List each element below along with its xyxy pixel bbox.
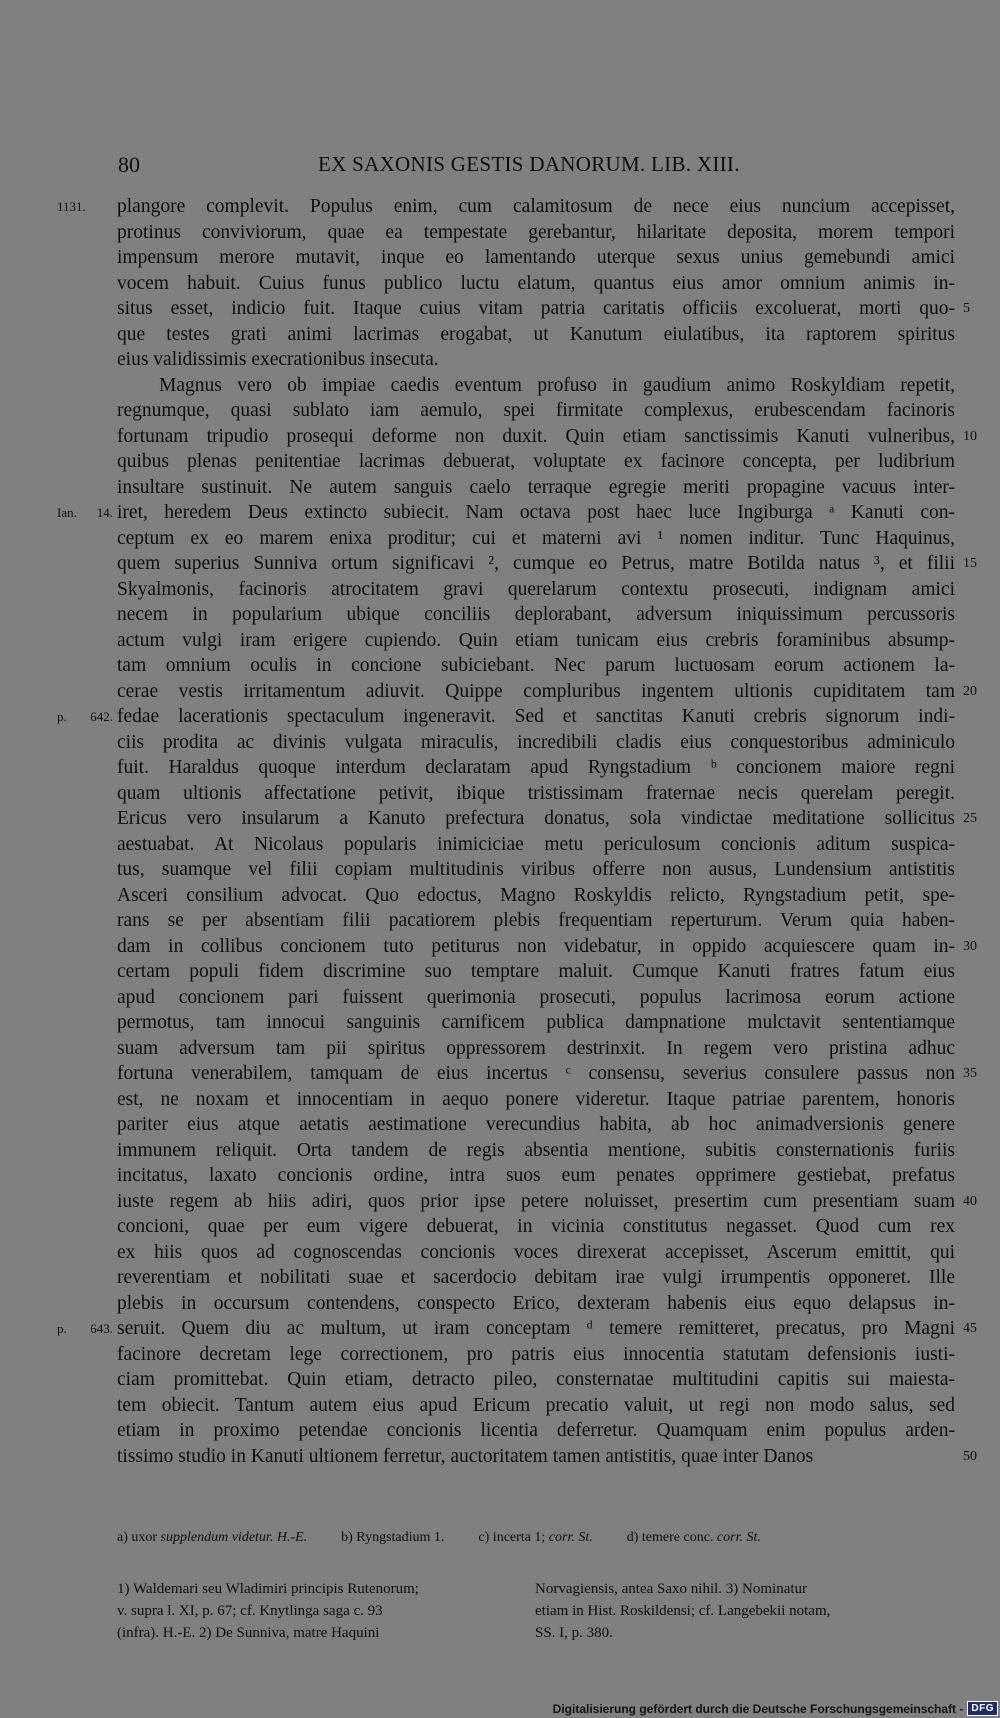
line-text: quam ultionis affectatione petivit, ibique tristissimam fraternae necis querelam peregit. bbox=[117, 782, 955, 804]
line-text: quem superius Sunniva ortum significavi ², cumque eo Petrus, matre Botilda natus ³, et filii bbox=[117, 553, 955, 574]
text-line bbox=[117, 449, 955, 475]
line-number: 15 bbox=[963, 556, 977, 571]
text-line bbox=[117, 1342, 955, 1368]
line-text: impensum merore mutavit, inque eo lamentando uterque sexus unius gemebundi amici bbox=[117, 247, 955, 268]
line-text: iret, heredem Deus extincto subiecit. Nam octava post haec luce Ingiburga ᵃ Kanuti con- bbox=[117, 502, 955, 523]
line-text: vocem habuit. Cuius funus publico luctu elatum, quantus eius amor omnium animis in- bbox=[117, 272, 955, 294]
text-line bbox=[117, 322, 955, 348]
margin-note-left: p. 643. bbox=[57, 1321, 113, 1336]
text-line bbox=[117, 296, 970, 322]
text-line bbox=[117, 934, 977, 960]
text-line bbox=[57, 1316, 977, 1342]
line-number: 30 bbox=[963, 938, 977, 954]
line-number: 25 bbox=[963, 811, 977, 826]
textual-apparatus bbox=[117, 1530, 955, 1546]
text-line bbox=[117, 475, 955, 501]
main-text bbox=[57, 194, 977, 1469]
line-text: insultare sustinuit. Ne autem sanguis caelo terraque egregie meriti propagine vacuus inter- bbox=[117, 476, 955, 498]
line-text: etiam in proximo petendae concionis licentia deferretur. Quamquam enim populus arden- bbox=[117, 1420, 955, 1441]
text-line bbox=[57, 194, 955, 220]
text-line bbox=[117, 1036, 955, 1062]
line-number: 5 bbox=[963, 301, 970, 316]
text-line bbox=[117, 347, 955, 373]
line-text: iuste regem ab hiis adiri, quos prior ipse petere noluisset, presertim cum presentiam suam bbox=[117, 1190, 955, 1212]
text-line bbox=[117, 755, 955, 781]
line-text: regnumque, quasi sublato iam aemulo, spei firmitate complexus, erubescendam facinoris bbox=[117, 400, 955, 421]
footnote-row bbox=[117, 1600, 955, 1622]
footnote-col-left: 1) Waldemari seu Wladimiri principis Rutenorum; bbox=[117, 1581, 419, 1597]
text-line bbox=[117, 1138, 955, 1164]
line-text: seruit. Quem diu ac multum, ut iram conceptam ᵈ temere remitteret, precatus, pro Magni bbox=[117, 1318, 955, 1339]
line-text: ex hiis quos ad cognoscendas concionis voces direxerat accepisset, Ascerum emittit, qui bbox=[117, 1241, 955, 1263]
apparatus-note: c) incerta 1; corr. St. bbox=[478, 1530, 593, 1545]
line-number: 20 bbox=[963, 683, 977, 699]
line-text: fedae lacerationis spectaculum ingeneravit. Sed et sanctitas Kanuti crebris signorum indi- bbox=[117, 706, 955, 727]
text-line bbox=[117, 1265, 955, 1291]
line-text: rans se per absentiam filii pacatiorem plebis frequentiam reperturum. Verum quia haben- bbox=[117, 910, 955, 931]
text-line bbox=[117, 832, 955, 858]
line-text: fuit. Haraldus quoque interdum declaratam apud Ryngstadium ᵇ concionem maiore regni bbox=[117, 757, 955, 778]
text-line bbox=[117, 959, 955, 985]
text-line bbox=[117, 653, 955, 679]
text-line bbox=[117, 1240, 955, 1266]
line-text: pariter eius atque aetatis aestimatione verecundius habita, ab hoc animadversionis genere bbox=[117, 1114, 955, 1135]
apparatus-note: b) Ryngstadium 1. bbox=[341, 1530, 445, 1545]
line-text: que testes grati animi lacrimas erogabat, ut Kanutum eiulatibus, ita raptorem spiritus bbox=[117, 323, 955, 345]
line-number: 50 bbox=[963, 1448, 977, 1464]
line-text: concioni, quae per eum vigere debuerat, in vicinia constitutus negasset. Quod cum rex bbox=[117, 1216, 955, 1237]
line-text: permotus, tam innocui sanguinis carnificem publica dampnatione mulctavit sententiamque bbox=[117, 1012, 955, 1033]
line-text: situs esset, indicio fuit. Itaque cuius vitam patria caritatis officiis excoluerat, morti quo- bbox=[117, 298, 955, 319]
line-text: facinore decretam lege correctionem, pro patris eius innocentia statutam defensionis iusti- bbox=[117, 1343, 955, 1365]
text-line bbox=[117, 628, 955, 654]
line-text: aestuabat. At Nicolaus popularis inimiciciae metu periculosum concionis aditum suspica- bbox=[117, 833, 955, 855]
line-text: Asceri consilium advocat. Quo edoctus, Magno Roskyldis relicto, Ryngstadium petit, spe- bbox=[117, 884, 955, 906]
margin-note-left: 1131. bbox=[57, 199, 86, 214]
line-text: necem in popularium ubique conciliis deplorabant, adversum iniquissimum percussoris bbox=[117, 604, 955, 625]
footnotes bbox=[117, 1578, 955, 1644]
footnote-col-right: etiam in Hist. Roskildensi; cf. Langebekii notam, bbox=[535, 1603, 831, 1619]
page-number: 80 bbox=[118, 152, 140, 177]
text-line bbox=[117, 908, 955, 934]
line-text: cerae vestis irritamentum adiuvit. Quippe compluribus ingentem ultionis cupiditatem tam bbox=[117, 680, 955, 702]
text-line bbox=[117, 602, 955, 628]
text-line bbox=[117, 373, 955, 399]
footnote-col-left: v. supra l. XI, p. 67; cf. Knytlinga saga c. 93 bbox=[117, 1603, 383, 1619]
line-text: eius validissimis execrationibus insecuta. bbox=[117, 349, 439, 370]
text-line bbox=[117, 1189, 977, 1215]
line-text: fortuna venerabilem, tamquam de eius incertus ᶜ consensu, severius consulere passus non bbox=[117, 1063, 955, 1084]
line-text: ciam promittebat. Quin etiam, detracto pileo, consternatae multitudini capitis sui maiesta- bbox=[117, 1369, 955, 1390]
line-text: tam omnium oculis in concione subiciebant. Nec parum luctuosam eorum actionem la- bbox=[117, 655, 955, 676]
line-text: protinus conviviorum, quae ea tempestate gerebantur, hilaritate deposita, morem tempori bbox=[117, 221, 955, 243]
text-line bbox=[117, 1061, 977, 1087]
line-text: suam adversum tam pii spiritus oppressorem destrinxit. In regem vero pristina adhuc bbox=[117, 1037, 955, 1059]
text-line bbox=[117, 1393, 955, 1419]
text-line bbox=[117, 220, 955, 246]
line-number: 10 bbox=[963, 428, 977, 444]
text-line bbox=[57, 500, 955, 526]
text-line bbox=[117, 1418, 955, 1444]
text-line bbox=[117, 1444, 977, 1470]
text-line bbox=[117, 1367, 955, 1393]
line-text: tem obiecit. Tantum autem eius apud Ericum precatio valuit, ut regi non modo salus, sed bbox=[117, 1394, 955, 1416]
line-text: immunem reliquit. Orta tandem de regis absentia mentione, subitis consternationis furiis bbox=[117, 1139, 955, 1161]
text-line bbox=[117, 1163, 955, 1189]
text-line bbox=[117, 1214, 955, 1240]
text-line bbox=[117, 679, 977, 705]
text-line bbox=[117, 857, 955, 883]
margin-note-left: p. 642. bbox=[57, 709, 113, 724]
text-line bbox=[117, 1010, 955, 1036]
text-line bbox=[117, 551, 977, 577]
line-text: dam in collibus concionem tuto petiturus non videbatur, in oppido acquiescere quam in- bbox=[117, 935, 955, 957]
dfg-logo-icon: DFG bbox=[967, 1701, 998, 1716]
line-text: incitatus, laxato concionis ordine, intra suos eum penates opprimere gestiebat, prefatus bbox=[117, 1165, 955, 1186]
line-number: 35 bbox=[963, 1066, 977, 1081]
line-text: actum vulgi iram erigere cupiendo. Quin etiam tunicam eius crebris foraminibus absump- bbox=[117, 629, 955, 651]
line-text: certam populi fidem discrimine suo temptare maluit. Cumque Kanuti fratres fatum eius bbox=[117, 961, 955, 982]
line-text: fortunam tripudio prosequi deforme non duxit. Quin etiam sanctissimis Kanuti vulneribus, bbox=[117, 425, 955, 447]
line-text: Skyalmonis, facinoris atrocitatem gravi querelarum contextu prosecuti, indignam amici bbox=[117, 578, 955, 600]
line-text: reverentiam et nobilitati suae et sacerdocio debitam irae vulgi irrumpentis opponeret. Ille bbox=[117, 1267, 955, 1288]
footnote-col-right: Norvagiensis, antea Saxo nihil. 3) Nominatur bbox=[535, 1581, 808, 1597]
text-line bbox=[117, 424, 977, 450]
text-line bbox=[117, 985, 955, 1011]
line-text: plebis in occursum contendens, conspecto Erico, dexteram habenis eius equo delapsus in- bbox=[117, 1292, 955, 1314]
footnote-col-left: (infra). H.-E. 2) De Sunniva, matre Haquini bbox=[117, 1625, 380, 1641]
line-text: Magnus vero ob impiae caedis eventum profuso in gaudium animo Roskyldiam repetit, bbox=[159, 374, 955, 396]
text-line bbox=[117, 730, 955, 756]
text-line bbox=[117, 1087, 955, 1113]
text-line bbox=[57, 704, 955, 730]
line-text: apud concionem pari fuissent querimonia prosecuti, populus lacrimosa eorum actione bbox=[117, 986, 955, 1008]
text-line bbox=[117, 577, 955, 603]
page-header bbox=[118, 152, 918, 182]
footnote-row bbox=[117, 1578, 955, 1600]
line-number: 40 bbox=[963, 1193, 977, 1209]
footer-text: Digitalisierung gefördert durch die Deutsche Forschungsgemeinschaft - bbox=[552, 1701, 964, 1716]
text-line bbox=[117, 1112, 955, 1138]
margin-note-left: Ian. 14. bbox=[57, 505, 113, 520]
apparatus-note: a) uxor supplendum videtur. H.-E. bbox=[117, 1530, 308, 1545]
text-line bbox=[117, 1291, 955, 1317]
apparatus-note: d) temere conc. corr. St. bbox=[626, 1530, 761, 1545]
line-text: ciis prodita ac divinis vulgata miraculis, incredibili cladis eius conquestoribus adminiculo bbox=[117, 731, 955, 753]
line-text: est, ne noxam et innocentiam in aequo ponere videretur. Itaque patriae parentem, honoris bbox=[117, 1088, 955, 1110]
footnote-col-right: SS. I, p. 380. bbox=[535, 1625, 613, 1641]
line-text: tissimo studio in Kanuti ultionem ferretur, auctoritatem tamen antistitis, quae inter Danos bbox=[117, 1445, 814, 1467]
line-number: 45 bbox=[963, 1321, 977, 1336]
text-line bbox=[117, 806, 977, 832]
line-text: plangore complevit. Populus enim, cum calamitosum de nece eius nuncium accepisset, bbox=[117, 196, 955, 217]
line-text: ceptum ex eo marem enixa proditur; cui et materni avi ¹ nomen inditur. Tunc Haquinus, bbox=[117, 527, 955, 549]
text-line bbox=[117, 245, 955, 271]
running-title: EX SAXONIS GESTIS DANORUM. LIB. XIII. bbox=[318, 152, 740, 176]
line-text: Ericus vero insularum a Kanuto prefectura donatus, sola vindictae meditatione sollicitus bbox=[117, 808, 955, 829]
text-line bbox=[117, 271, 955, 297]
text-line bbox=[117, 398, 955, 424]
footer-credit bbox=[553, 1701, 998, 1716]
text-line bbox=[117, 526, 955, 552]
line-text: tus, suamque vel filii copiam multitudinis viribus offerre non ausus, Lundensium antistitis bbox=[117, 859, 955, 880]
footnote-row bbox=[117, 1622, 955, 1644]
text-line bbox=[117, 883, 955, 909]
line-text: quibus plenas penitentiae lacrimas debuerat, voluptate ex facinore concepta, per ludibrium bbox=[117, 451, 955, 472]
text-line bbox=[117, 781, 955, 807]
